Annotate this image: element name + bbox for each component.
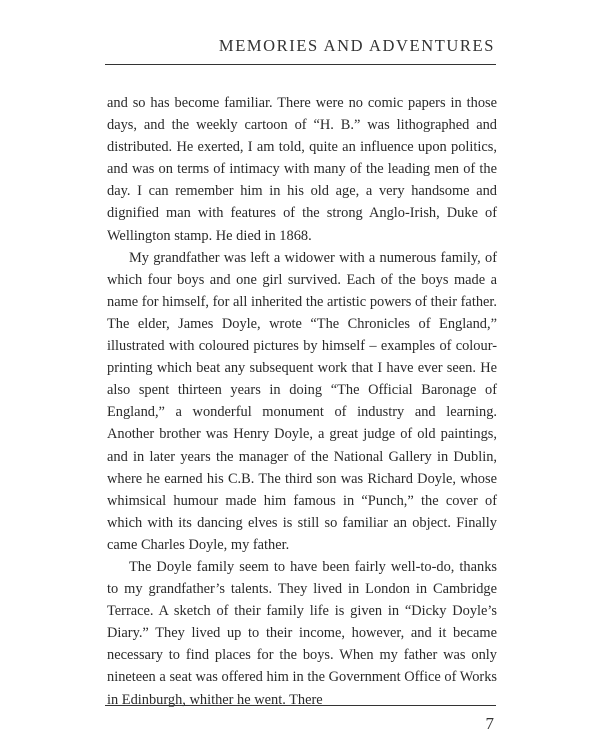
- page-number: 7: [485, 714, 494, 733]
- running-head: MEMORIES AND ADVENTURES: [218, 36, 495, 55]
- paragraph-2: My grandfather was left a widower with a numerous family, of which four boys and one girl survived. Each of the boys made a name for himself, for all inherited the artistic powers of their father. The elder, James Doyle, wrote “The Chronicles of England,” illustrated with coloured pictures by himself – examples of colour-printing which beat any subsequent work that I have ever seen. He also spent thirteen years in doing “The Official Baronage of England,” a wonderful monument of industry and learning. Another brother was Henry Doyle, a great judge of old paintings, and in later years the manager of the National Gallery in Dublin, where he earned his C.B. The third son was Richard Doyle, whose whimsical humour made him famous in “Punch,” the cover of which with its dancing elves is still so familiar an object. Finally came Charles Doyle, my father.: [107, 249, 497, 553]
- body-text: [107, 92, 497, 711]
- paragraph-1: and so has become familiar. There were no comic papers in those days, and the weekly cartoon of “H. B.” was lithographed and distributed. He exerted, I am told, quite an influence upon politics, and was on terms of intimacy with many of the leading men of the day. I can remember him in his old age, a very handsome and dignified man with features of the strong Anglo-Irish, Duke of Wellington stamp. He died in 1868.: [107, 95, 497, 244]
- footer-rule: [105, 705, 496, 706]
- header-rule: [105, 64, 496, 65]
- paragraph-3: The Doyle family seem to have been fairly well-to-do, thanks to my grandfather’s talents. They lived in London in Cambridge Terrace. A sketch of their family life is given in “Dicky Doyle’s Diary.” They lived up to their income, however, and it became necessary to find places for the boys. When my father was only nineteen a seat was offered him in the Government Office of Works in Edinburgh, whither he went. There: [107, 558, 497, 708]
